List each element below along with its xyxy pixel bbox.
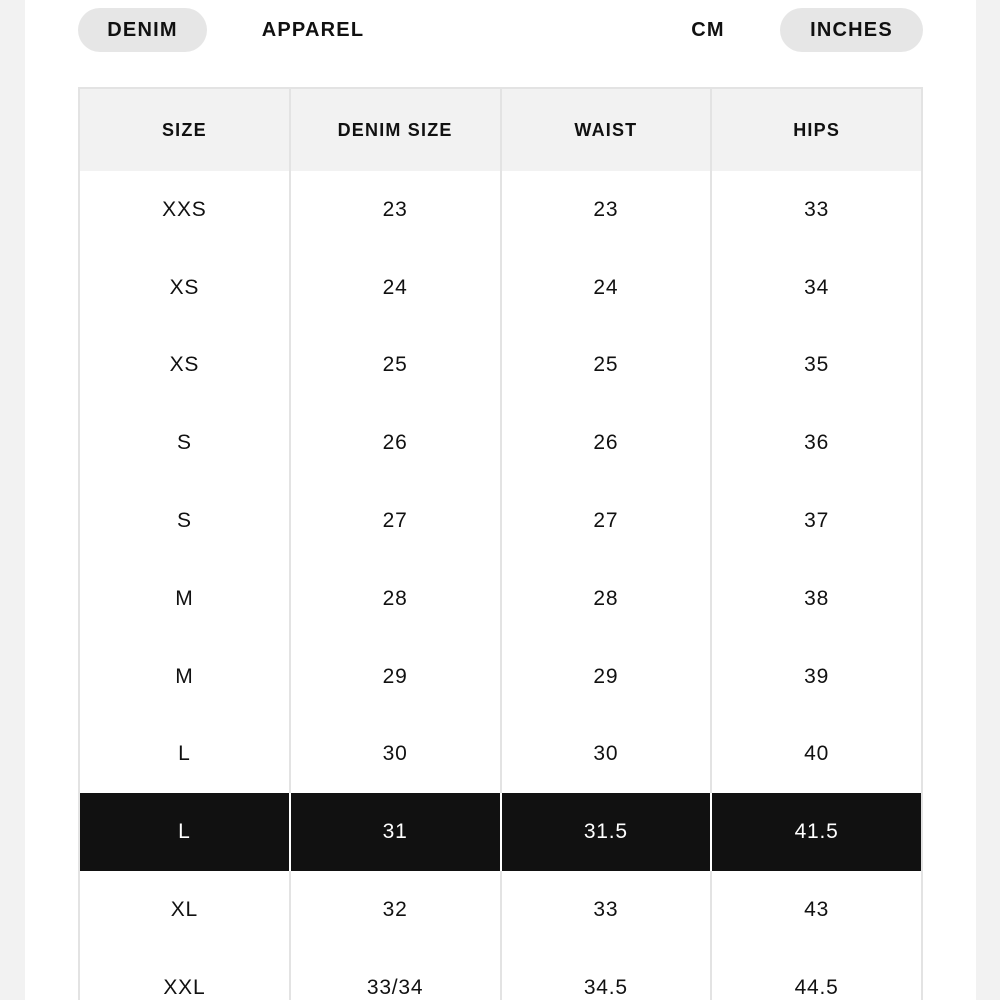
table-header-row bbox=[79, 88, 922, 171]
column-header-hips: HIPS bbox=[711, 88, 922, 171]
cell-waist: 30 bbox=[501, 716, 712, 794]
table-row bbox=[79, 404, 922, 482]
table-row bbox=[79, 949, 922, 1000]
cell-size: XS bbox=[79, 327, 290, 405]
cell-size: L bbox=[79, 793, 290, 871]
cell-size: XXS bbox=[79, 171, 290, 249]
cell-denim-size: 26 bbox=[290, 404, 501, 482]
size-table bbox=[78, 87, 923, 1000]
cell-denim-size: 33/34 bbox=[290, 949, 501, 1000]
table-row bbox=[79, 482, 922, 560]
table-row bbox=[79, 560, 922, 638]
cell-hips: 36 bbox=[711, 404, 922, 482]
cell-waist: 27 bbox=[501, 482, 712, 560]
table-row bbox=[79, 716, 922, 794]
cell-hips: 43 bbox=[711, 871, 922, 949]
cell-hips: 37 bbox=[711, 482, 922, 560]
tab-denim[interactable]: DENIM bbox=[78, 8, 207, 52]
cell-waist: 31.5 bbox=[501, 793, 712, 871]
cell-waist: 26 bbox=[501, 404, 712, 482]
cell-size: S bbox=[79, 404, 290, 482]
cell-denim-size: 31 bbox=[290, 793, 501, 871]
cell-hips: 39 bbox=[711, 638, 922, 716]
cell-denim-size: 23 bbox=[290, 171, 501, 249]
cell-waist: 29 bbox=[501, 638, 712, 716]
size-chart bbox=[78, 87, 923, 1000]
table-row bbox=[79, 327, 922, 405]
cell-size: XXL bbox=[79, 949, 290, 1000]
table-row-highlighted bbox=[79, 793, 922, 871]
size-guide-toolbar bbox=[78, 8, 923, 52]
table-row bbox=[79, 638, 922, 716]
size-guide-panel bbox=[25, 0, 976, 1000]
cell-denim-size: 29 bbox=[290, 638, 501, 716]
cell-denim-size: 28 bbox=[290, 560, 501, 638]
column-header-denim-size: DENIM SIZE bbox=[290, 88, 501, 171]
cell-size: S bbox=[79, 482, 290, 560]
cell-denim-size: 32 bbox=[290, 871, 501, 949]
cell-hips: 33 bbox=[711, 171, 922, 249]
cell-hips: 40 bbox=[711, 716, 922, 794]
cell-waist: 28 bbox=[501, 560, 712, 638]
column-header-waist: WAIST bbox=[501, 88, 712, 171]
cell-size: M bbox=[79, 560, 290, 638]
cell-hips: 38 bbox=[711, 560, 922, 638]
cell-size: L bbox=[79, 716, 290, 794]
cell-hips: 34 bbox=[711, 249, 922, 327]
cell-denim-size: 30 bbox=[290, 716, 501, 794]
tab-apparel[interactable]: APPAREL bbox=[261, 19, 365, 41]
cell-hips: 44.5 bbox=[711, 949, 922, 1000]
cell-waist: 25 bbox=[501, 327, 712, 405]
cell-waist: 34.5 bbox=[501, 949, 712, 1000]
cell-hips: 35 bbox=[711, 327, 922, 405]
cell-waist: 23 bbox=[501, 171, 712, 249]
column-header-size: SIZE bbox=[79, 88, 290, 171]
table-row bbox=[79, 249, 922, 327]
table-row bbox=[79, 171, 922, 249]
cell-denim-size: 24 bbox=[290, 249, 501, 327]
cell-waist: 24 bbox=[501, 249, 712, 327]
unit-toggle-inches[interactable]: INCHES bbox=[780, 8, 923, 52]
cell-denim-size: 25 bbox=[290, 327, 501, 405]
table-row bbox=[79, 871, 922, 949]
cell-denim-size: 27 bbox=[290, 482, 501, 560]
cell-size: XS bbox=[79, 249, 290, 327]
cell-waist: 33 bbox=[501, 871, 712, 949]
cell-hips: 41.5 bbox=[711, 793, 922, 871]
unit-toggle-cm[interactable]: CM bbox=[691, 19, 725, 41]
cell-size: XL bbox=[79, 871, 290, 949]
cell-size: M bbox=[79, 638, 290, 716]
